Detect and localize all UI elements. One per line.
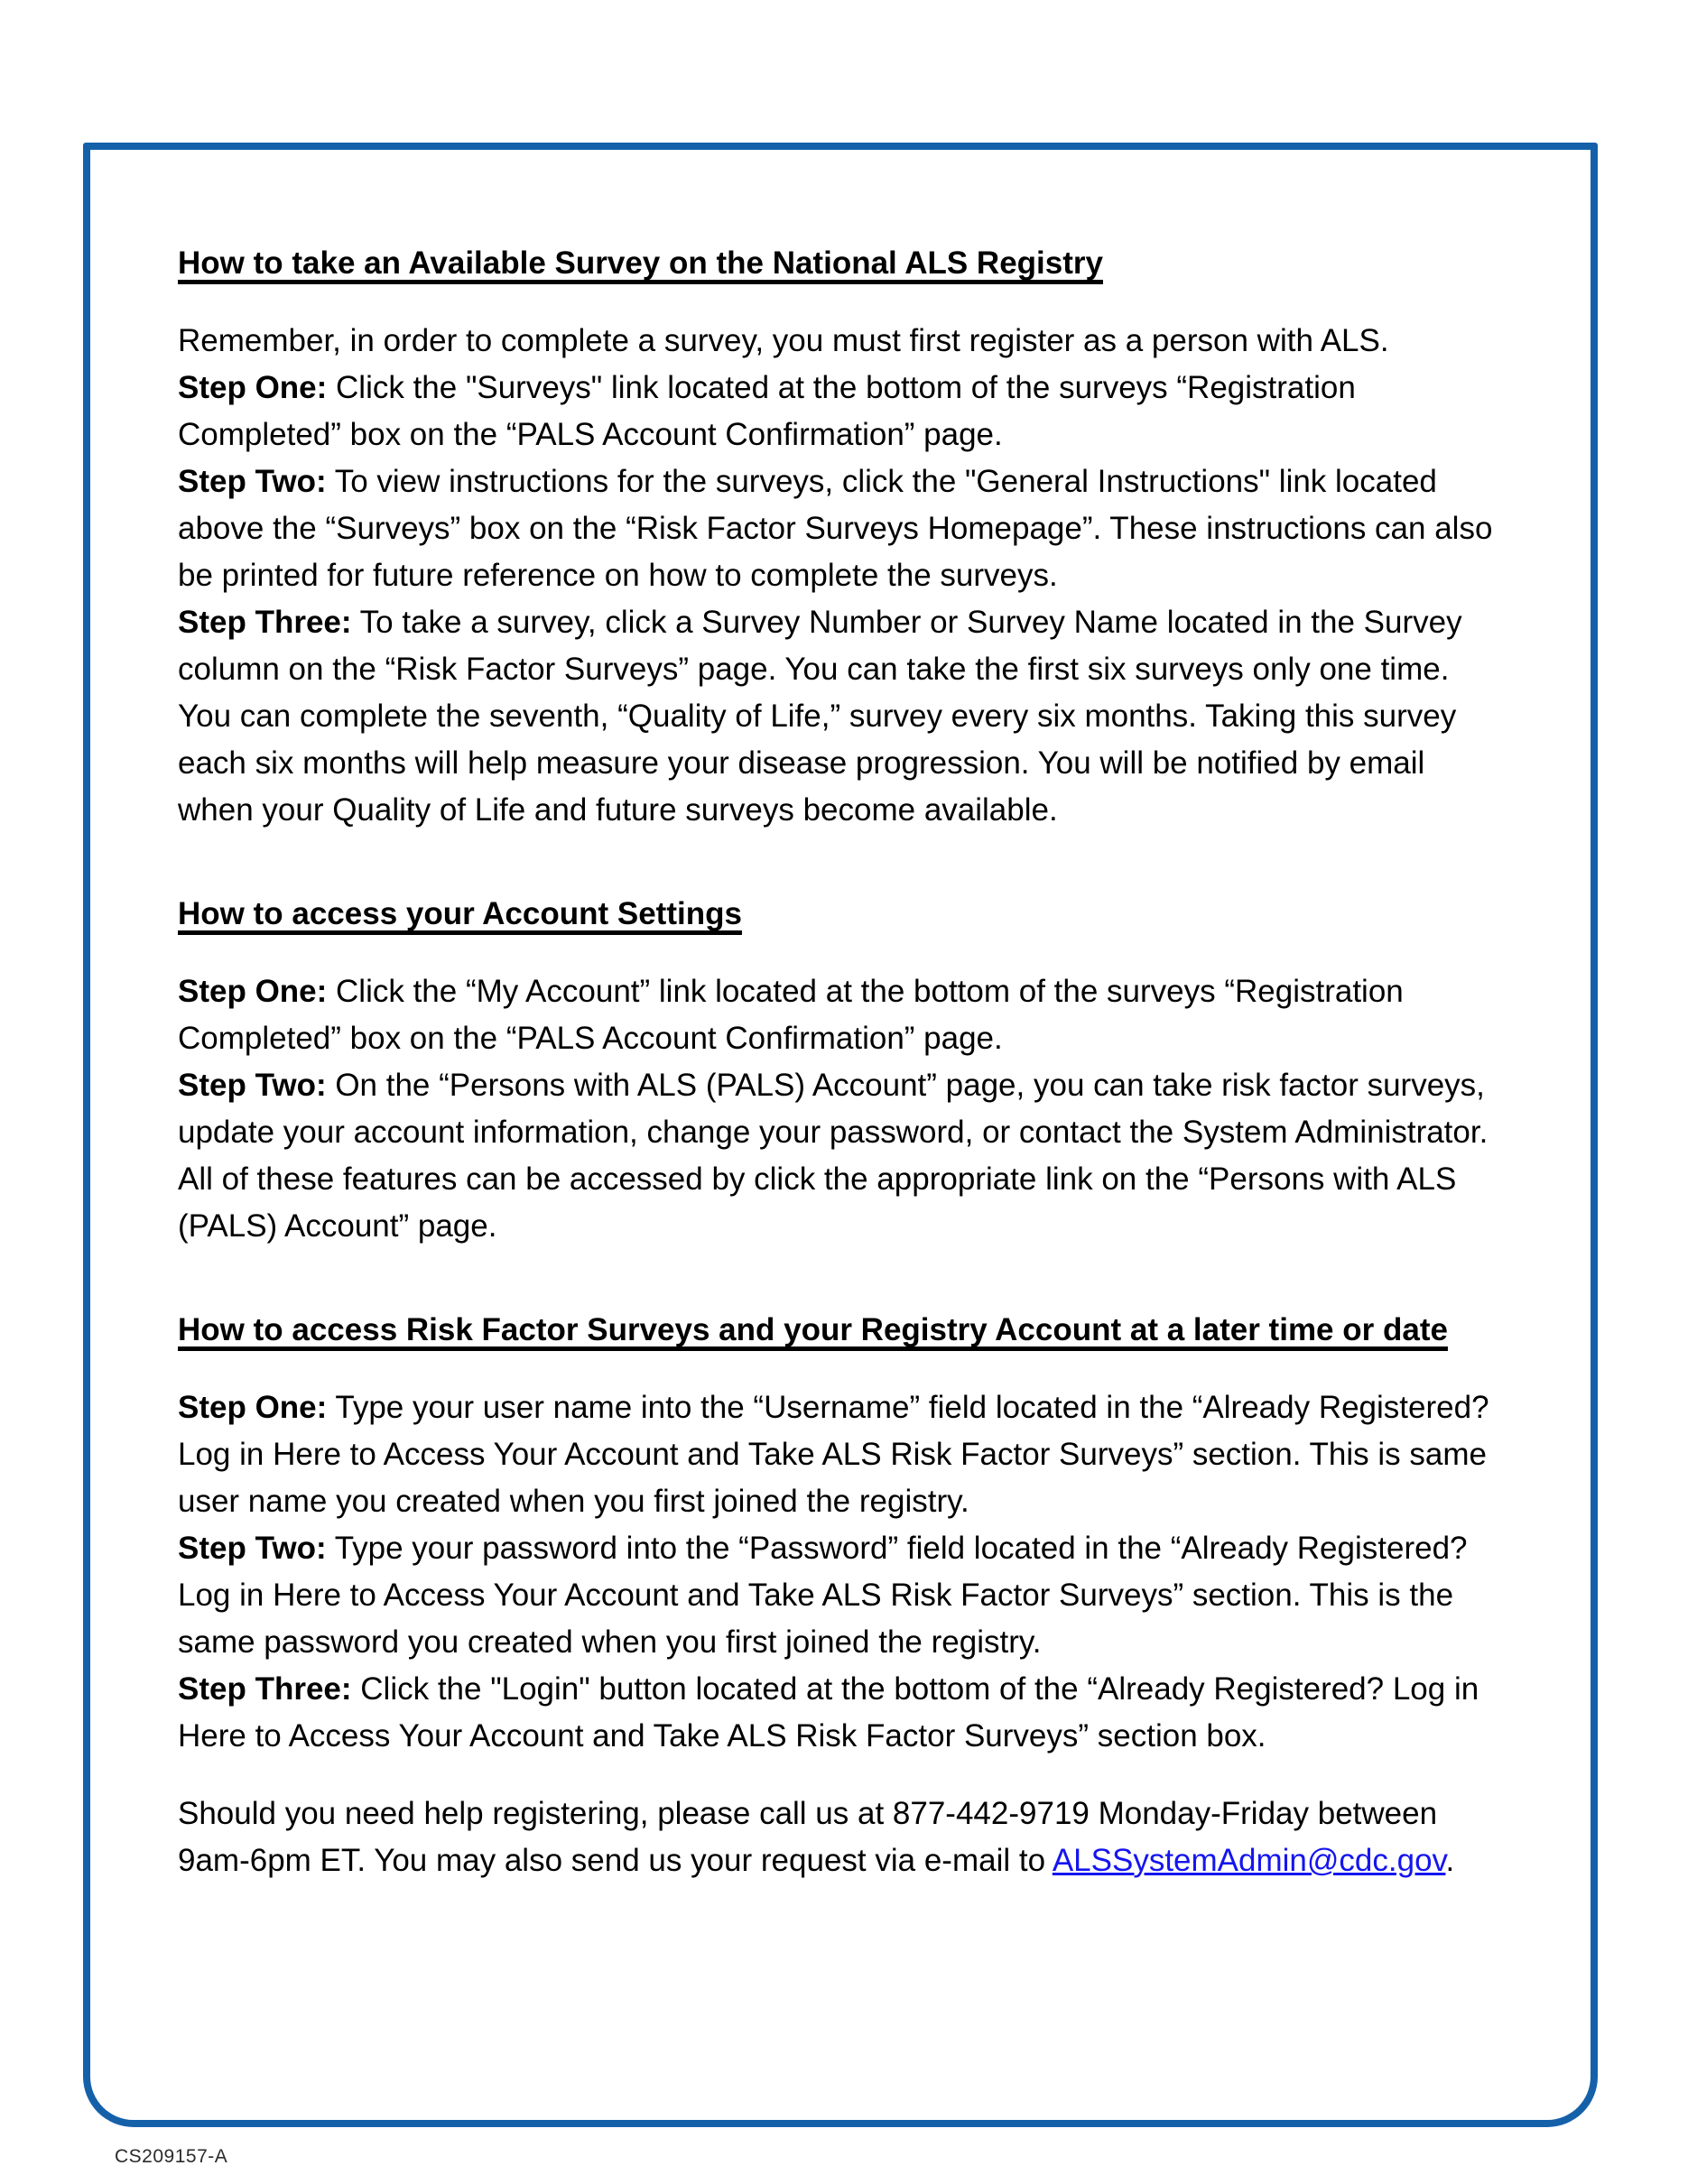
step-label: Step One: [178, 370, 328, 405]
email-link[interactable]: ALSSystemAdmin@cdc.gov [1052, 1843, 1446, 1878]
section-heading: How to access Risk Factor Surveys and your Registry Account at a later time or date [178, 1312, 1448, 1347]
step-label: Step Two: [178, 1068, 327, 1103]
text-line [178, 1572, 1500, 1619]
text-line [178, 1431, 1500, 1478]
text-line [178, 599, 1500, 646]
text-span: 9am-6pm ET. You may also send us your request via e-mail to [178, 1843, 1053, 1878]
text-line [178, 1156, 1500, 1203]
text-line [178, 365, 1500, 412]
text-span: To view instructions for the surveys, click the "General Instructions" link located [326, 464, 1437, 499]
text-line [178, 1109, 1500, 1156]
section [178, 1307, 1500, 1760]
step-label: Step Two: [178, 464, 327, 499]
text-span: On the “Persons with ALS (PALS) Account” page, you can take risk factor surveys, [326, 1068, 1485, 1103]
text-line [178, 1478, 1500, 1525]
text-span: above the “Surveys” box on the “Risk Factor Surveys Homepage”. These instructions can also [178, 511, 1493, 546]
text-span: be printed for future reference on how to complete the surveys. [178, 558, 1058, 593]
text-span: Completed” box on the “PALS Account Confirmation” page. [178, 1021, 1003, 1056]
text-line [178, 646, 1500, 693]
text-line [178, 1062, 1500, 1109]
section-heading: How to take an Available Survey on the National ALS Registry [178, 245, 1103, 281]
text-line [178, 1619, 1500, 1666]
paragraph [178, 1791, 1500, 1884]
text-span: when your Quality of Life and future surveys become available. [178, 792, 1058, 828]
text-span: Click the "Surveys" link located at the bottom of the surveys “Registration [327, 370, 1356, 405]
text-line [178, 1525, 1500, 1572]
text-line [178, 1384, 1500, 1431]
document-id-code: CS209157-A [115, 2146, 228, 2167]
text-line [178, 505, 1500, 552]
text-span: Type your user name into the “Username” field located in the “Already Registered? [327, 1390, 1489, 1425]
paragraph [178, 1384, 1500, 1760]
step-label: Step One: [178, 974, 328, 1009]
text-span: All of these features can be accessed by click the appropriate link on the “Persons with ALS [178, 1161, 1457, 1197]
text-span: update your account information, change your password, or contact the System Administrator. [178, 1115, 1489, 1150]
text-line [178, 968, 1500, 1015]
text-span: same password you created when you first joined the registry. [178, 1624, 1042, 1660]
text-span: Remember, in order to complete a survey, you must first register as a person with ALS. [178, 323, 1389, 358]
document-content [90, 150, 1591, 1884]
section [178, 240, 1500, 834]
paragraph [178, 968, 1500, 1250]
section [178, 891, 1500, 1250]
text-line [178, 1666, 1500, 1713]
text-line [178, 1713, 1500, 1760]
section-heading: How to access your Account Settings [178, 896, 742, 931]
document-border [83, 143, 1598, 2127]
text-line [178, 1837, 1500, 1884]
text-span: column on the “Risk Factor Surveys” page. You can take the first six surveys only one time. [178, 652, 1450, 687]
text-span: Should you need help registering, please call us at 877-442-9719 Monday-Friday between [178, 1796, 1438, 1831]
text-span: . [1445, 1843, 1455, 1878]
text-line [178, 318, 1500, 365]
text-line [178, 458, 1500, 505]
text-span: Log in Here to Access Your Account and Take ALS Risk Factor Surveys” section. This is same [178, 1437, 1487, 1472]
step-label: Step Two: [178, 1531, 327, 1566]
text-span: To take a survey, click a Survey Number or Survey Name located in the Survey [351, 605, 1462, 640]
text-line [178, 1791, 1500, 1837]
step-label: Step One: [178, 1390, 328, 1425]
text-span: Log in Here to Access Your Account and Take ALS Risk Factor Surveys” section. This is the [178, 1578, 1454, 1613]
step-label: Step Three: [178, 1671, 352, 1707]
section [178, 1791, 1500, 1884]
text-span: You can complete the seventh, “Quality of Life,” survey every six months. Taking this survey [178, 699, 1457, 734]
text-line [178, 412, 1500, 458]
text-line [178, 740, 1500, 787]
text-span: (PALS) Account” page. [178, 1208, 497, 1244]
text-line [178, 693, 1500, 740]
text-span: each six months will help measure your disease progression. You will be notified by email [178, 745, 1425, 781]
text-span: user name you created when you first joined the registry. [178, 1484, 969, 1519]
text-line [178, 1015, 1500, 1062]
text-span: Click the "Login" button located at the bottom of the “Already Registered? Log in [351, 1671, 1479, 1707]
text-line [178, 787, 1500, 834]
text-span: Type your password into the “Password” field located in the “Already Registered? [326, 1531, 1468, 1566]
paragraph [178, 318, 1500, 834]
text-span: Completed” box on the “PALS Account Confirmation” page. [178, 417, 1003, 452]
text-line [178, 1203, 1500, 1250]
sections-container [178, 240, 1500, 1884]
step-label: Step Three: [178, 605, 352, 640]
text-span: Click the “My Account” link located at the bottom of the surveys “Registration [327, 974, 1404, 1009]
text-span: Here to Access Your Account and Take ALS Risk Factor Surveys” section box. [178, 1718, 1266, 1754]
text-line [178, 552, 1500, 599]
